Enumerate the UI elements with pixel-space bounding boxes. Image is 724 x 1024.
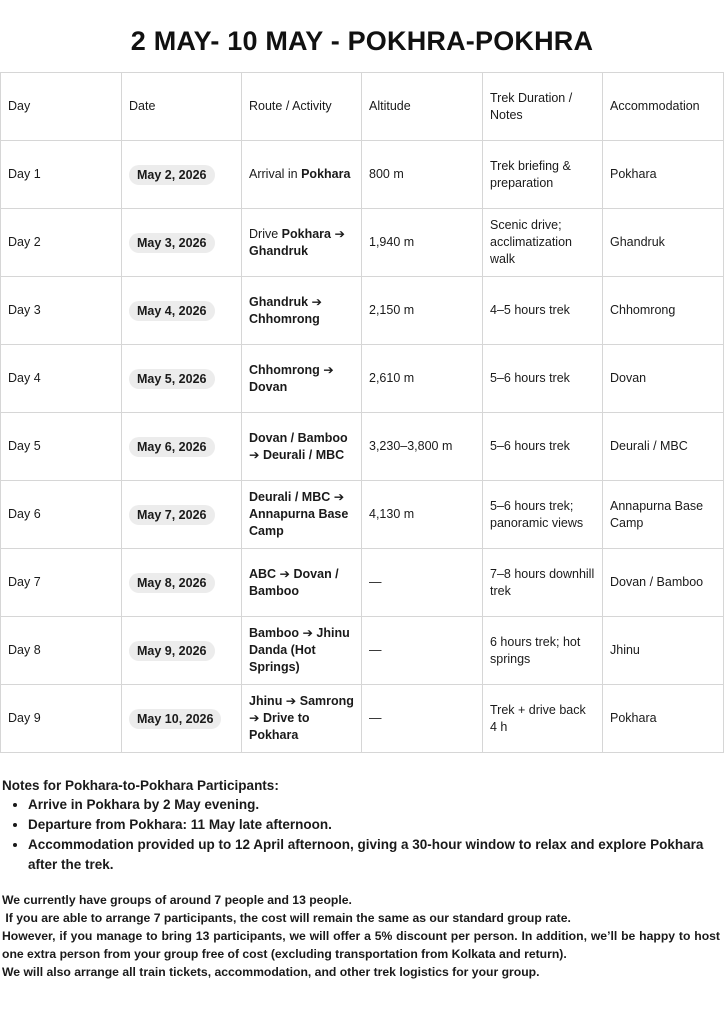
- day-cell: Day 7: [1, 549, 122, 617]
- table-row: [1, 345, 724, 413]
- date-badge: May 2, 2026: [129, 165, 215, 185]
- altitude-cell: —: [362, 549, 483, 617]
- day-cell: Day 3: [1, 277, 122, 345]
- route-cell: [242, 413, 362, 481]
- route-text: Drive: [249, 226, 282, 241]
- header-accommodation: Accommodation: [603, 73, 724, 141]
- date-badge: May 7, 2026: [129, 505, 215, 525]
- route-highlight: Pokhara ➔ Ghandruk: [249, 226, 345, 258]
- date-cell: [122, 617, 242, 685]
- route-cell: [242, 345, 362, 413]
- route-cell: [242, 209, 362, 277]
- day-cell: Day 2: [1, 209, 122, 277]
- accommodation-cell: Pokhara: [603, 685, 724, 753]
- table-row: [1, 141, 724, 209]
- accommodation-cell: Dovan: [603, 345, 724, 413]
- accommodation-cell: Chhomrong: [603, 277, 724, 345]
- route-highlight: Ghandruk ➔ Chhomrong: [249, 294, 322, 326]
- paragraph: However, if you manage to bring 13 participants, we will offer a 5% discount per person. In addition, we’ll be happy to host one extra person from your group free of cost (excluding transportation from Kolkata and return).: [2, 929, 720, 961]
- duration-cell: Scenic drive; acclimatization walk: [483, 209, 603, 277]
- route-highlight: Bamboo ➔ Jhinu Danda (Hot Springs): [249, 626, 350, 674]
- day-cell: Day 6: [1, 481, 122, 549]
- route-cell: [242, 141, 362, 209]
- table-row: [1, 549, 724, 617]
- accommodation-cell: Jhinu: [603, 617, 724, 685]
- header-day: Day: [1, 73, 122, 141]
- day-cell: Day 8: [1, 617, 122, 685]
- accommodation-cell: Dovan / Bamboo: [603, 549, 724, 617]
- route-cell: [242, 685, 362, 753]
- altitude-cell: —: [362, 617, 483, 685]
- table-row: [1, 277, 724, 345]
- date-badge: May 6, 2026: [129, 437, 215, 457]
- route-cell: [242, 277, 362, 345]
- header-altitude: Altitude: [362, 73, 483, 141]
- date-badge: May 3, 2026: [129, 233, 215, 253]
- table-header-row: [1, 73, 724, 141]
- group-info-section: [2, 891, 720, 981]
- route-cell: [242, 549, 362, 617]
- route-highlight: Jhinu ➔ Samrong ➔ Drive to Pokhara: [249, 694, 354, 742]
- duration-cell: Trek + drive back 4 h: [483, 685, 603, 753]
- notes-item: • Arrive in Pokhara by 2 May evening.: [28, 795, 722, 815]
- duration-cell: 5–6 hours trek: [483, 413, 603, 481]
- duration-cell: 5–6 hours trek; panoramic views: [483, 481, 603, 549]
- altitude-cell: —: [362, 685, 483, 753]
- page-title: 2 MAY- 10 MAY - POKHRA-POKHRA: [130, 26, 594, 56]
- day-cell: Day 9: [1, 685, 122, 753]
- accommodation-cell: Deurali / MBC: [603, 413, 724, 481]
- paragraph: If you are able to arrange 7 participants, the cost will remain the same as our standard group rate.: [2, 911, 571, 925]
- duration-cell: 4–5 hours trek: [483, 277, 603, 345]
- paragraph: We currently have groups of around 7 people and 13 people.: [2, 893, 352, 907]
- route-text: Arrival in: [249, 167, 302, 181]
- table-row: [1, 481, 724, 549]
- notes-title: Notes for Pokhara-to-Pokhara Participants:: [2, 778, 279, 793]
- date-cell: [122, 481, 242, 549]
- table-row: [1, 617, 724, 685]
- table-row: [1, 413, 724, 481]
- table-row: [1, 685, 724, 753]
- date-cell: [122, 141, 242, 209]
- accommodation-cell: Pokhara: [603, 141, 724, 209]
- altitude-cell: 4,130 m: [362, 481, 483, 549]
- day-cell: Day 4: [1, 345, 122, 413]
- duration-cell: 5–6 hours trek: [483, 345, 603, 413]
- route-highlight: Pokhara: [301, 167, 351, 181]
- route-highlight: Chhomrong ➔ Dovan: [249, 362, 334, 394]
- date-badge: May 5, 2026: [129, 369, 215, 389]
- date-cell: [122, 345, 242, 413]
- date-badge: May 9, 2026: [129, 641, 215, 661]
- notes-section: [2, 776, 722, 875]
- header-route: Route / Activity: [242, 73, 362, 141]
- altitude-cell: 3,230–3,800 m: [362, 413, 483, 481]
- altitude-cell: 1,940 m: [362, 209, 483, 277]
- date-cell: [122, 277, 242, 345]
- date-cell: [122, 685, 242, 753]
- route-highlight: ABC ➔ Dovan / Bamboo: [249, 566, 339, 598]
- header-date: Date: [122, 73, 242, 141]
- date-cell: [122, 413, 242, 481]
- itinerary-table: [0, 72, 724, 753]
- date-badge: May 10, 2026: [129, 709, 221, 729]
- table-row: [1, 209, 724, 277]
- date-cell: [122, 209, 242, 277]
- route-cell: [242, 481, 362, 549]
- route-highlight: Dovan / Bamboo ➔ Deurali / MBC: [249, 430, 348, 462]
- paragraph: We will also arrange all train tickets, accommodation, and other trek logistics for your group.: [2, 965, 540, 979]
- date-badge: May 4, 2026: [129, 301, 215, 321]
- header-duration: Trek Duration / Notes: [483, 73, 603, 141]
- date-cell: [122, 549, 242, 617]
- day-cell: Day 5: [1, 413, 122, 481]
- notes-item: • Accommodation provided up to 12 April afternoon, giving a 30-hour window to relax and explore Pokhara after the trek.: [28, 835, 722, 875]
- route-highlight: Deurali / MBC ➔ Annapurna Base Camp: [249, 490, 349, 538]
- altitude-cell: 2,610 m: [362, 345, 483, 413]
- notes-item: • Departure from Pokhara: 11 May late afternoon.: [28, 815, 722, 835]
- duration-cell: 6 hours trek; hot springs: [483, 617, 603, 685]
- altitude-cell: 2,150 m: [362, 277, 483, 345]
- accommodation-cell: Annapurna Base Camp: [603, 481, 724, 549]
- altitude-cell: 800 m: [362, 141, 483, 209]
- day-cell: Day 1: [1, 141, 122, 209]
- duration-cell: Trek briefing & preparation: [483, 141, 603, 209]
- duration-cell: 7–8 hours downhill trek: [483, 549, 603, 617]
- accommodation-cell: Ghandruk: [603, 209, 724, 277]
- date-badge: May 8, 2026: [129, 573, 215, 593]
- notes-list: [2, 795, 722, 875]
- route-cell: [242, 617, 362, 685]
